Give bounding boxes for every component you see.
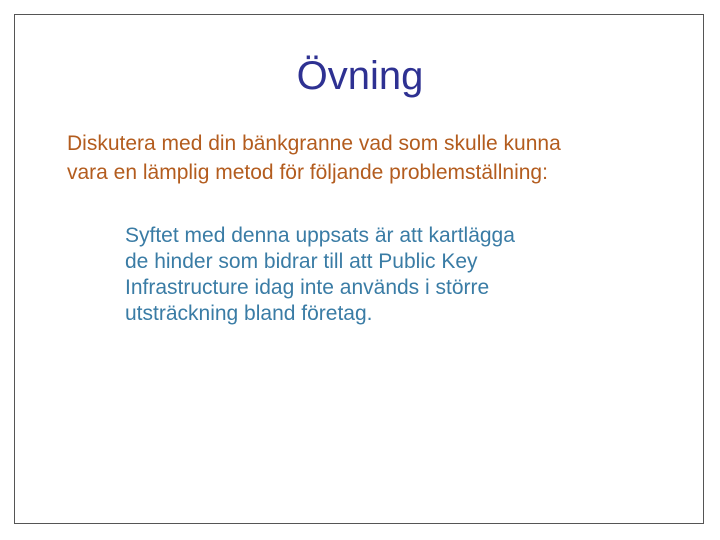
prompt-line-1: Diskutera med din bänkgranne vad som skulle kunna	[67, 132, 561, 155]
problem-line-4: utsträckning bland företag.	[125, 302, 373, 325]
prompt-line-2: vara en lämplig metod för följande problemställning:	[67, 161, 548, 184]
slide-title: Övning	[296, 54, 424, 98]
problem-line-1: Syftet med denna uppsats är att kartlägga	[125, 224, 515, 247]
problem-statement	[125, 223, 685, 327]
problem-line-2: de hinder som bidrar till att Public Key	[125, 250, 478, 273]
discussion-prompt	[67, 129, 707, 187]
problem-line-3: Infrastructure idag inte används i större	[125, 276, 490, 299]
